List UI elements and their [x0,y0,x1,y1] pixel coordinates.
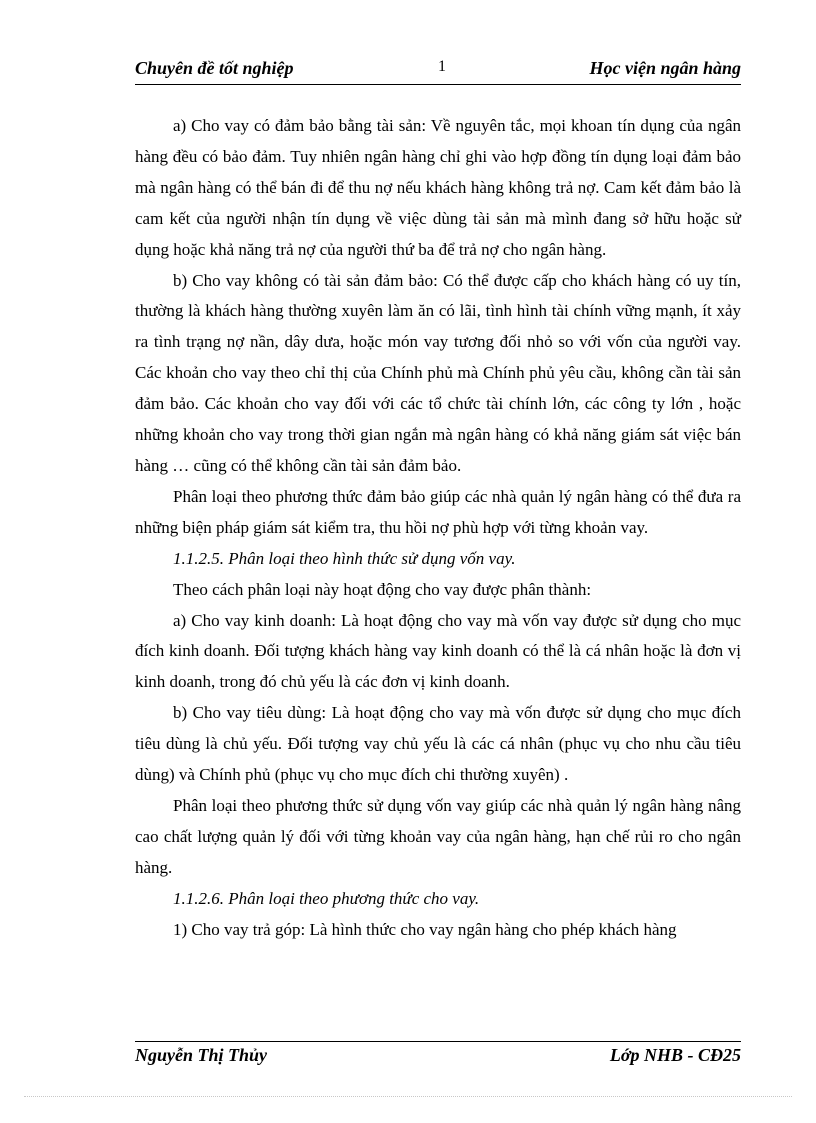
paragraph-installment-loans: 1) Cho vay trả góp: Là hình thức cho vay ngân hàng cho phép khách hàng [173,919,677,939]
paragraph-business-loans: a) Cho vay kinh doanh: Là hoạt động cho vay mà vốn vay được sử dụng cho mục đích kinh doanh. Đối tượng khách hàng vay kinh doanh có thể là cá nhân hoặc là đơn vị kinh doanh, trong đó chủ yếu là các đơn vị kinh doanh. [135,610,741,692]
paragraph-consumer-loans: b) Cho vay tiêu dùng: Là hoạt động cho vay mà vốn được sử dụng cho mục đích tiêu dùng là chủ yếu. Đối tượng vay chủ yếu là các cá nhân (phục vụ cho nhu cầu tiêu dùng) và Chính phủ (phục vụ cho mục đích chi thường xuyên) . [135,703,741,785]
page-divider [24,1096,792,1097]
paragraph-classification-intro: Theo cách phân loại này hoạt động cho vay được phân thành: [173,579,592,599]
section-heading-1-1-2-5: 1.1.2.5. Phân loại theo hình thức sử dụng vốn vay. [173,548,516,568]
paragraph-secured-loans: a) Cho vay có đảm bảo bằng tài sản: Về nguyên tắc, mọi khoan tín dụng của ngân hàng đều có bảo đảm. Tuy nhiên ngân hàng chỉ ghi vào hợp đồng tín dụng loại đảm bảo mà ngân hàng có thể bán đi để thu nợ nếu khách hàng không trả nợ. Cam kết đảm bảo là cam kết của người nhận tín dụng về việc dùng tài sản mà mình đang sở hữu hoặc sử dụng hoặc khả năng trả nợ của người thứ ba để trả nợ cho ngân hàng. [135,116,741,259]
section-heading-1-1-2-6: 1.1.2.6. Phân loại theo phương thức cho vay. [173,888,480,908]
institution-name: Học viện ngân hàng [589,58,741,78]
paragraph-unsecured-loans: b) Cho vay không có tài sản đảm bảo: Có thể được cấp cho khách hàng có uy tín, thường là khách hàng thường xuyên làm ăn có lãi, tình hình tài chính vững mạnh, ít xảy ra tình trạng nợ nần, dây dưa, hoặc món vay tương đối nhỏ so với vốn của người vay. Các khoản cho vay theo chỉ thị của Chính phủ mà Chính phủ yêu cầu, không cần tài sản đảm bảo. Các khoản cho vay đối với các tổ chức tài chính lớn, các công ty lớn , hoặc những khoản cho vay trong thời gian ngắn mà ngân hàng có khả năng giám sát việc bán hàng … cũng có thể không cần tài sản đảm bảo. [135,270,741,475]
paragraph-usage-summary: Phân loại theo phương thức sử dụng vốn vay giúp các nhà quản lý ngân hàng nâng cao chất lượng quản lý đối với từng khoản vay của ngân hàng, hạn chế rủi ro cho ngân hàng. [135,795,741,877]
page-number: 1 [438,58,446,75]
paragraph-guarantee-summary: Phân loại theo phương thức đảm bảo giúp các nhà quản lý ngân hàng có thể đưa ra những biện pháp giám sát kiểm tra, thu hồi nợ phù hợp với từng khoản vay. [135,486,741,537]
document-title: Chuyên đề tốt nghiệp [135,58,294,78]
page-footer [135,1041,741,1076]
author-name: Nguyễn Thị Thủy [135,1045,268,1065]
class-label: Lớp NHB - CĐ25 [609,1045,741,1065]
page-header [135,56,741,85]
document-body [135,111,741,945]
